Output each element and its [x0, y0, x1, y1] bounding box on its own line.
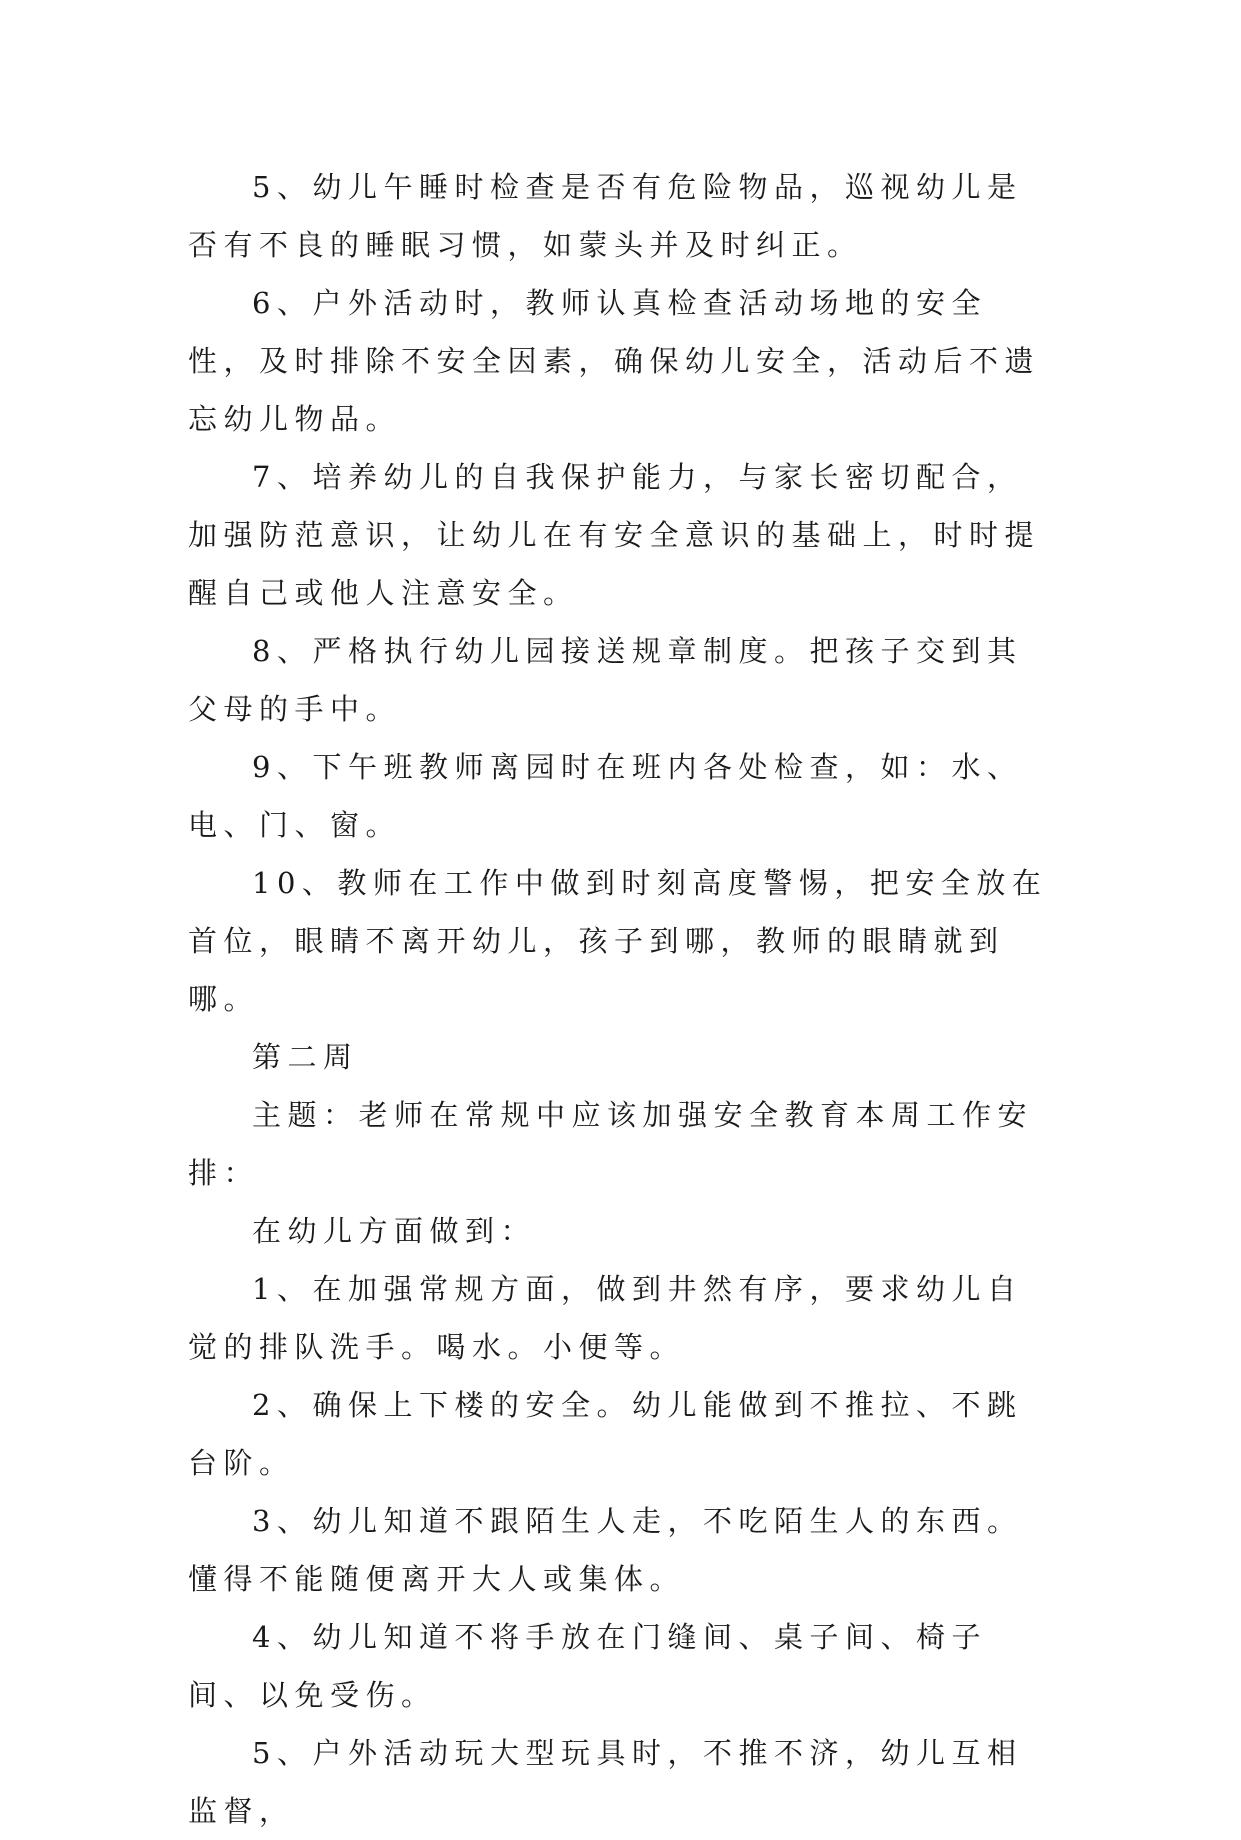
paragraph-item-6-outdoor-activity: 6、户外活动时，教师认真检查活动场地的安全性，及时排除不安全因素，确保幼儿安全，活动后不遗忘幼儿物品。 [188, 286, 1041, 436]
paragraph-item-4-hands: 4、幼儿知道不将手放在门缝间、桌子间、椅子间、以免受伤。 [188, 1620, 987, 1712]
theme-line: 主题：老师在常规中应该加强安全教育本周工作安排： [188, 1098, 1034, 1190]
paragraph-item-9-leaving-check: 9、下午班教师离园时在班内各处检查，如：水、电、门、窗。 [188, 750, 1023, 842]
paragraph-item-7-self-protection: 7、培养幼儿的自我保护能力，与家长密切配合，加强防范意识，让幼儿在有安全意识的基础上，时时提醒自己或他人注意安全。 [188, 460, 1041, 610]
paragraph-item-10-vigilance: 10、教师在工作中做到时刻高度警惕，把安全放在首位，眼睛不离开幼儿，孩子到哪，教师的眼睛就到哪。 [188, 866, 1048, 1016]
children-aspect-heading: 在幼儿方面做到： [252, 1214, 537, 1248]
paragraph-item-1-routine: 1、在加强常规方面，做到井然有序，要求幼儿自觉的排队洗手。喝水。小便等。 [188, 1272, 1023, 1364]
paragraph-item-8-pickup-rules: 8、严格执行幼儿园接送规章制度。把孩子交到其父母的手中。 [188, 634, 1023, 726]
paragraph-item-5-nap-check: 5、幼儿午睡时检查是否有危险物品，巡视幼儿是否有不良的睡眠习惯，如蒙头并及时纠正。 [188, 170, 1023, 262]
document-body [188, 158, 1054, 1840]
paragraph-item-3-strangers: 3、幼儿知道不跟陌生人走，不吃陌生人的东西。懂得不能随便离开大人或集体。 [188, 1504, 1023, 1596]
paragraph-item-5-outdoor-toys: 5、户外活动玩大型玩具时，不推不济，幼儿互相监督， [188, 1736, 1023, 1828]
paragraph-item-2-stairs: 2、确保上下楼的安全。幼儿能做到不推拉、不跳台阶。 [188, 1388, 1023, 1480]
section-heading-week-two: 第二周 [252, 1040, 359, 1074]
